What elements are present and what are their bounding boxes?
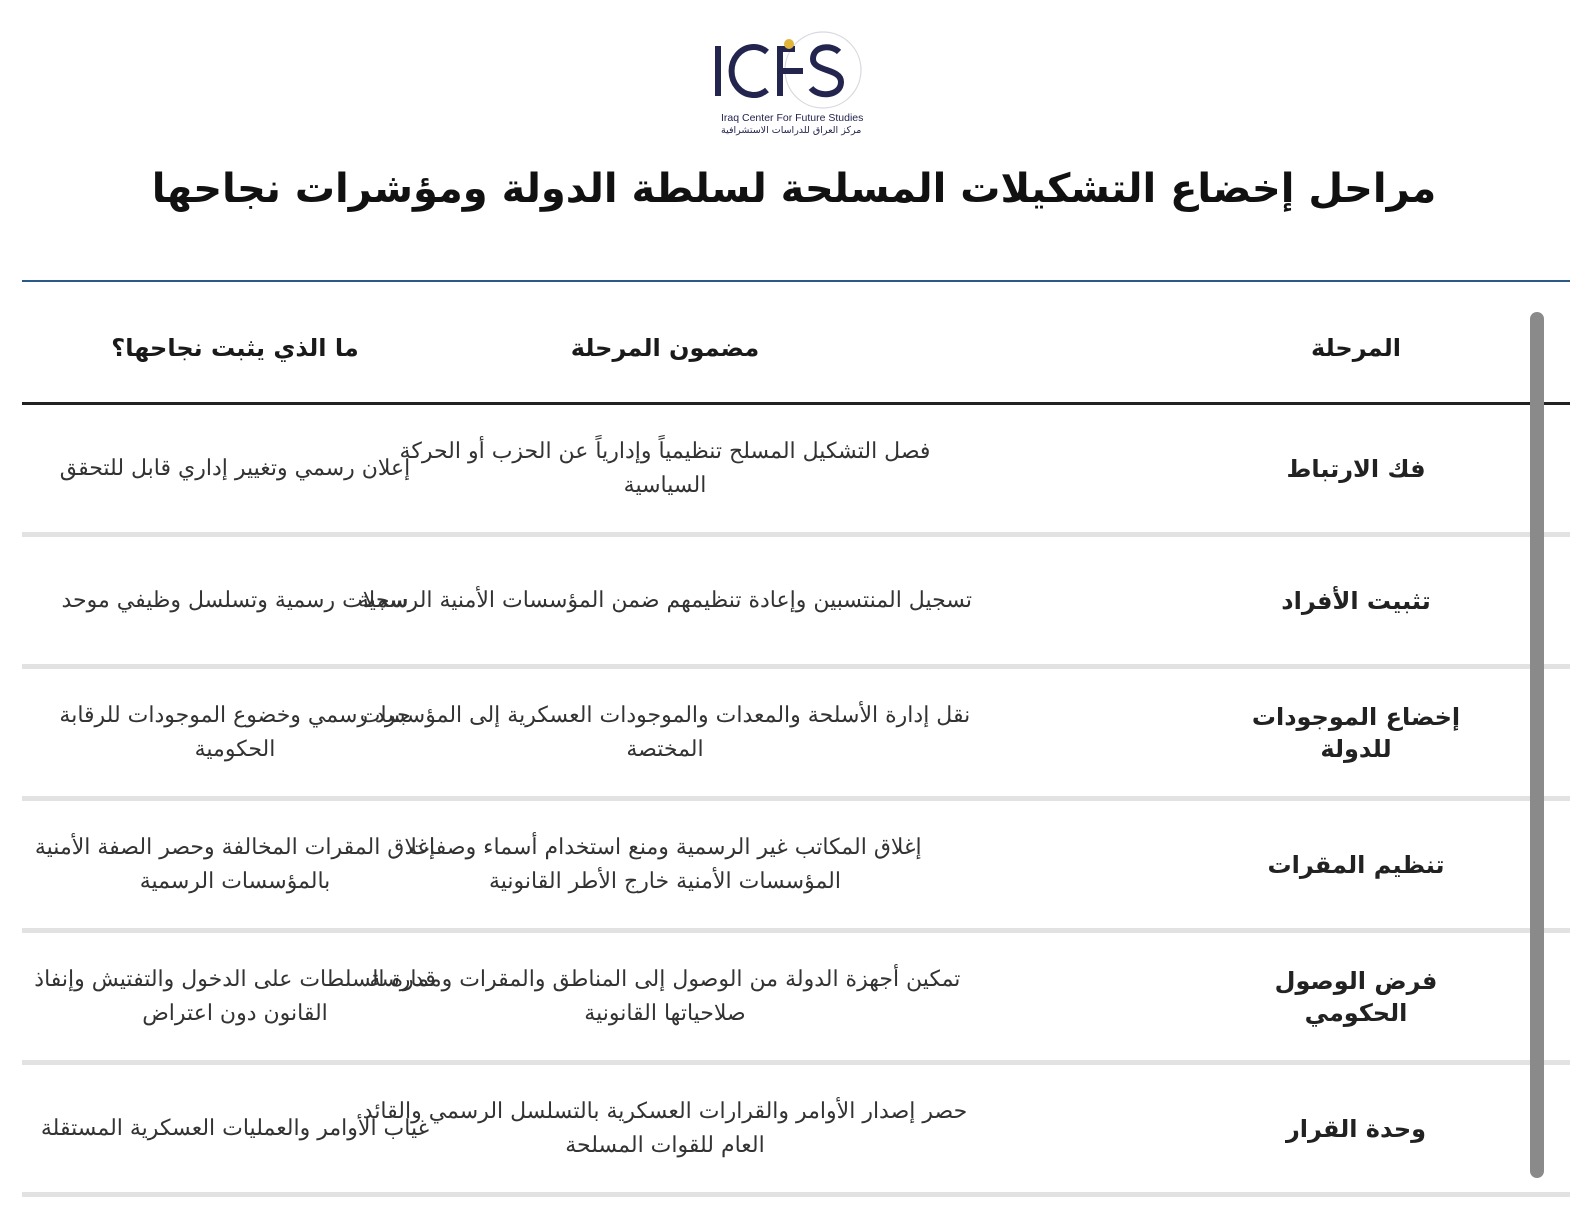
cell-stage: فك الارتباط	[1286, 454, 1426, 483]
cell-stage: تثبيت الأفراد	[1281, 586, 1431, 615]
cell-proof: إعلان رسمي وتغيير إداري قابل للتحقق	[59, 455, 411, 481]
cell-content: تمكين أجهزة الدولة من الوصول إلى المناطق والمقرات وممارسة صلاحياتها القانونية	[369, 966, 961, 1026]
header-proof: ما الذي يثبت نجاحها؟	[111, 334, 359, 362]
cell-proof: قدرة السلطات على الدخول والتفتيش وإنفاذ القانون دون اعتراض	[34, 966, 436, 1026]
cell-stage: إخضاع الموجودات للدولة	[1251, 702, 1461, 763]
logo-subtitle-english: Iraq Center For Future Studies	[721, 112, 864, 124]
vertical-scrollbar[interactable]	[1530, 312, 1544, 1178]
cell-proof: إغلاق المقرات المخالفة وحصر الصفة الأمنية بالمؤسسات الرسمية	[34, 834, 436, 894]
table-row	[22, 1065, 1570, 1197]
stages-table	[22, 300, 1570, 1197]
table-row	[22, 405, 1570, 537]
title-divider	[22, 280, 1570, 282]
table-row	[22, 537, 1570, 669]
cell-content: إغلاق المكاتب غير الرسمية ومنع استخدام أسماء وصفات المؤسسات الأمنية خارج الأطر القانونية	[408, 834, 922, 894]
logo-subtitle-arabic: مركز العراق للدراسات الاستشرافية	[721, 125, 862, 136]
icfs-logo-mark	[715, 28, 885, 114]
icfs-logo	[715, 28, 885, 140]
cell-proof: جرد رسمي وخضوع الموجودات للرقابة الحكومية	[59, 702, 411, 762]
table-row	[22, 933, 1570, 1065]
page-title: مراحل إخضاع التشكيلات المسلحة لسلطة الدولة ومؤشرات نجاحها	[151, 166, 1437, 212]
cell-content: فصل التشكيل المسلح تنظيمياً وإدارياً عن الحزب أو الحركة السياسية	[399, 438, 931, 498]
cell-stage: وحدة القرار	[1285, 1114, 1427, 1143]
cell-content: تسجيل المنتسبين وإعادة تنظيمهم ضمن المؤسسات الأمنية الرسمية	[357, 587, 973, 613]
table-header	[22, 300, 1570, 405]
cell-content: حصر إصدار الأوامر والقرارات العسكرية بالتسلسل الرسمي والقائد العام للقوات المسلحة	[362, 1098, 968, 1158]
cell-stage: تنظيم المقرات	[1267, 850, 1445, 879]
header-stage: المرحلة	[1311, 334, 1401, 362]
table-row	[22, 801, 1570, 933]
header-content: مضمون المرحلة	[570, 334, 760, 362]
cell-proof: غياب الأوامر والعمليات العسكرية المستقلة	[40, 1115, 430, 1141]
cell-content: نقل إدارة الأسلحة والمعدات والموجودات العسكرية إلى المؤسسات المختصة	[359, 702, 971, 762]
cell-stage: فرض الوصول الحكومي	[1274, 966, 1438, 1027]
table-row	[22, 669, 1570, 801]
cell-proof: سجلات رسمية وتسلسل وظيفي موحد	[61, 587, 409, 613]
